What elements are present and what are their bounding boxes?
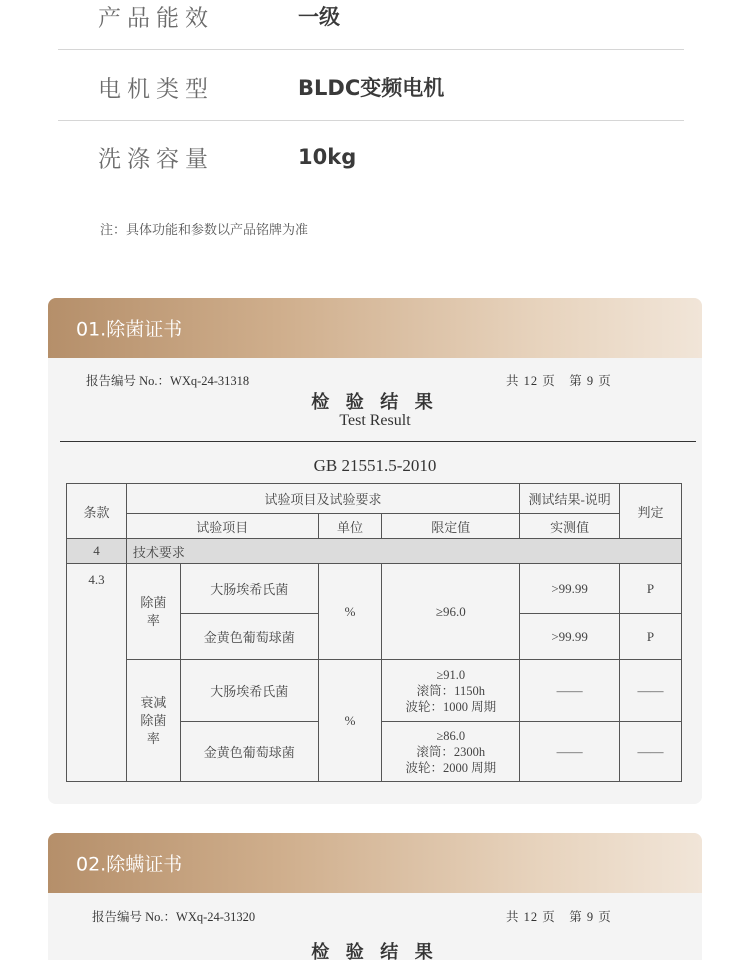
standard-code: GB 21551.5-2010 — [313, 456, 437, 475]
item-cell: 大肠埃希氏菌 — [180, 564, 318, 614]
table-row — [67, 539, 682, 564]
spec-row-capacity — [58, 123, 684, 191]
spec-label: 产品能效 — [98, 5, 214, 31]
table-subheader-row — [67, 514, 682, 539]
header-unit: 单位 — [318, 514, 382, 539]
limit-cell: ≥86.0 滚筒：2300h 波轮：2000 周期 — [382, 722, 520, 782]
card-header — [48, 833, 702, 893]
result-title-cn: 检 验 结 果 — [311, 942, 439, 960]
footnote: 注：具体功能和参数以产品铭牌为准 — [100, 223, 309, 238]
table-row — [67, 660, 682, 722]
table-header-row — [67, 484, 682, 514]
limit-cell: ≥96.0 — [382, 564, 520, 660]
unit-cell: % — [318, 564, 382, 660]
spec-value: 10kg — [298, 145, 357, 169]
item-cell: 大肠埃希氏菌 — [180, 660, 318, 722]
judge-cell: P — [620, 614, 682, 660]
judge-cell: —— — [620, 722, 682, 782]
value-cell: >99.99 — [520, 564, 620, 614]
limit-cell: ≥91.0 滚筒：1150h 波轮：1000 周期 — [382, 660, 520, 722]
judge-cell: P — [620, 564, 682, 614]
header-measured: 实测值 — [520, 514, 620, 539]
header-judge: 判定 — [620, 484, 682, 539]
result-title-cn: 检 验 结 果 — [311, 392, 439, 412]
header-item: 试验项目 — [126, 514, 318, 539]
group-cell: 衰减除菌率 — [126, 660, 180, 782]
unit-cell: % — [318, 660, 382, 782]
spec-value: BLDC变频电机 — [298, 75, 445, 100]
header-result-desc: 测试结果-说明 — [520, 484, 620, 514]
card-header — [48, 298, 702, 358]
certificate-document — [48, 358, 702, 804]
header-clause: 条款 — [67, 484, 127, 539]
page-count: 共 12 页 第 9 页 — [506, 374, 612, 388]
certificate-document — [48, 893, 702, 960]
value-cell: >99.99 — [520, 614, 620, 660]
spec-label: 洗涤容量 — [98, 146, 214, 173]
spec-value: 一级 — [298, 4, 340, 29]
spec-row-efficiency — [58, 0, 684, 50]
result-table — [66, 483, 682, 782]
spec-label: 电机类型 — [98, 76, 214, 102]
certificate-card-mite-removal — [48, 833, 702, 960]
value-cell: —— — [520, 660, 620, 722]
report-number: 报告编号 No.：WXq-24-31318 — [86, 374, 250, 388]
clause-cell: 4.3 — [67, 564, 127, 782]
header-test-group: 试验项目及试验要求 — [126, 484, 519, 514]
card-title: 02.除螨证书 — [76, 853, 183, 876]
report-number: 报告编号 No.：WXq-24-31320 — [92, 910, 256, 924]
page-count: 共 12 页 第 9 页 — [506, 910, 612, 924]
divider — [60, 441, 696, 442]
group-cell: 除菌率 — [126, 564, 180, 660]
section-label: 技术要求 — [126, 539, 681, 564]
item-cell: 金黄色葡萄球菌 — [180, 614, 318, 660]
judge-cell: —— — [620, 660, 682, 722]
card-title: 01.除菌证书 — [76, 318, 183, 341]
item-cell: 金黄色葡萄球菌 — [180, 722, 318, 782]
result-title-en: Test Result — [339, 412, 411, 429]
header-limit: 限定值 — [382, 514, 520, 539]
clause-cell: 4 — [67, 539, 127, 564]
certificate-card-sterilization — [48, 298, 702, 804]
spec-row-motor — [58, 53, 684, 121]
value-cell: —— — [520, 722, 620, 782]
table-row — [67, 564, 682, 614]
